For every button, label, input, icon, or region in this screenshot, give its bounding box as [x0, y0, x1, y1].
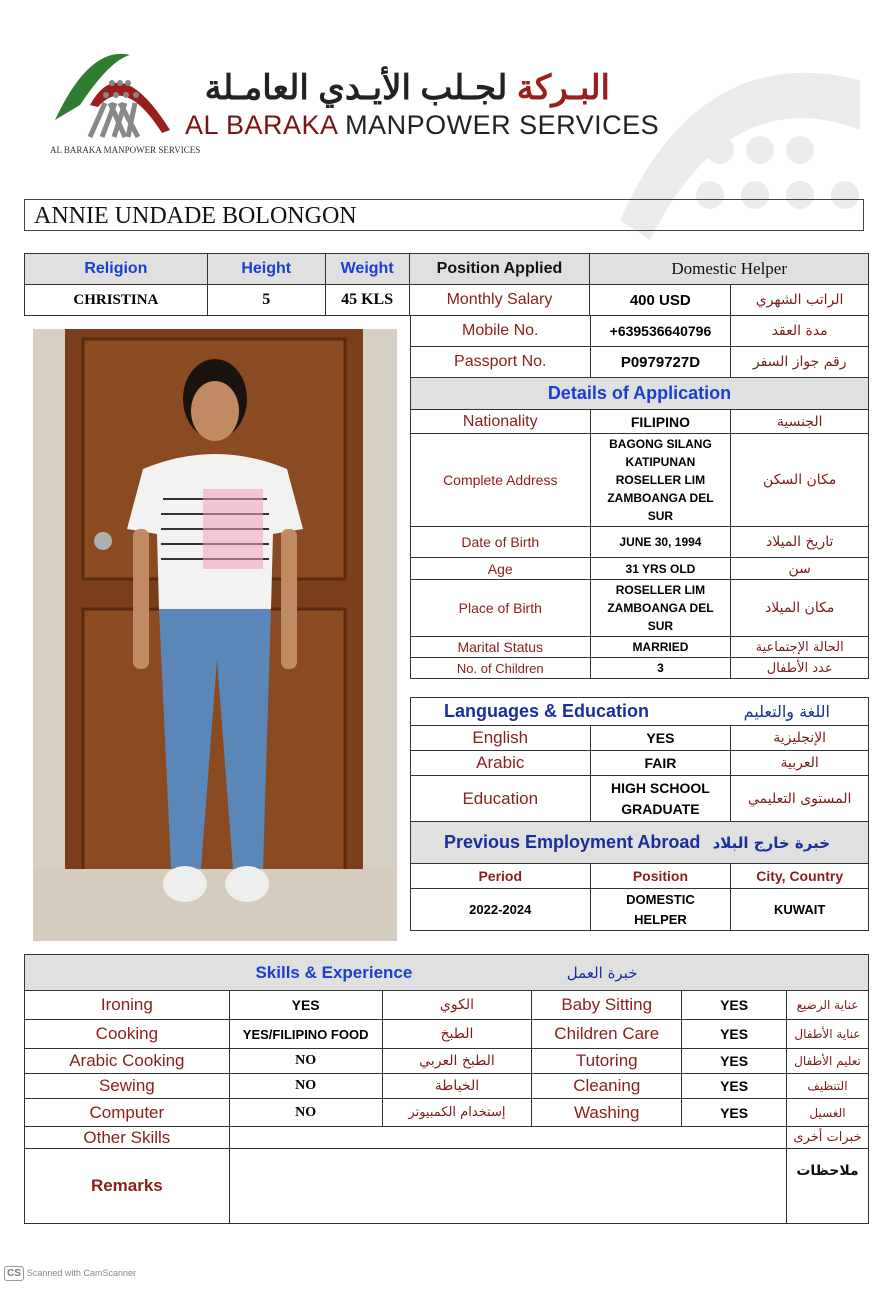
age-label: Age	[411, 558, 591, 580]
religion-value: CHRISTINA	[25, 285, 208, 316]
employment-title-ar: خبرة خارج البلاد	[712, 833, 830, 852]
languages-header	[411, 698, 869, 726]
height-label: Height	[207, 254, 325, 285]
skill-cooking-label: Cooking	[25, 1020, 230, 1049]
place-of-birth-ar: مكان الميلاد	[731, 580, 869, 637]
children-label: No. of Children	[411, 658, 591, 679]
skill-cooking-value: YES/FILIPINO FOOD	[229, 1020, 382, 1049]
skill-babysitting-ar: عناية الرضيع	[786, 991, 868, 1020]
company-name-english-part1: AL BARAKA	[185, 110, 338, 140]
mobile-value: +639536640796	[590, 316, 731, 347]
other-skills-label: Other Skills	[25, 1127, 230, 1149]
top-info-table	[24, 253, 869, 316]
skills-header	[25, 955, 869, 991]
skill-ironing-label: Ironing	[25, 991, 230, 1020]
skill-sewing-label: Sewing	[25, 1074, 230, 1099]
dob-label: Date of Birth	[411, 527, 591, 558]
company-name-english-part2: MANPOWER SERVICES	[345, 110, 660, 140]
position-header: Position	[590, 864, 731, 889]
employment-row	[411, 889, 869, 931]
skill-tutoring-label: Tutoring	[532, 1049, 682, 1074]
children-ar: عدد الأطفال	[731, 658, 869, 679]
religion-label: Religion	[25, 254, 208, 285]
education-ar: المستوى التعليمي	[731, 776, 869, 822]
company-name-arabic-part2: لجـلب الأيـدي العامـلة	[204, 69, 508, 107]
remarks-ar: ملاحظات	[786, 1149, 868, 1224]
skills-row	[25, 991, 869, 1020]
company-name-arabic-part1: البـركة	[516, 69, 610, 107]
passport-value: P0979727D	[590, 347, 731, 378]
remarks-value	[229, 1149, 786, 1224]
details-table	[410, 315, 869, 679]
skill-childrencare-ar: عناية الأطفال	[786, 1020, 868, 1049]
skill-cooking-ar: الطبخ	[382, 1020, 532, 1049]
skill-washing-ar: الغسيل	[786, 1099, 868, 1127]
age-value: 31 YRS OLD	[590, 558, 731, 580]
position-applied-value: Domestic Helper	[590, 254, 869, 285]
education-label: Education	[411, 776, 591, 822]
place-of-birth-value: ROSELLER LIM ZAMBOANGA DEL SUR	[590, 580, 731, 637]
skill-ironing-ar: الكوي	[382, 991, 532, 1020]
monthly-salary-value: 400 USD	[590, 285, 731, 316]
camscanner-icon: CS	[4, 1266, 24, 1281]
monthly-salary-ar: الراتب الشهري	[731, 285, 869, 316]
skills-row	[25, 1099, 869, 1127]
arabic-value: FAIR	[590, 751, 731, 776]
skill-sewing-ar: الخياطة	[382, 1074, 532, 1099]
employment-country: KUWAIT	[731, 889, 869, 931]
skill-childrencare-value: YES	[682, 1020, 787, 1049]
languages-title-ar: اللغة والتعليم	[743, 702, 830, 721]
skill-cleaning-value: YES	[682, 1074, 787, 1099]
skills-title-ar: خبرة العمل	[566, 963, 638, 982]
employment-header	[411, 822, 869, 864]
mobile-label: Mobile No.	[411, 316, 591, 347]
skill-childrencare-label: Children Care	[532, 1020, 682, 1049]
candidate-name: ANNIE UNDADE BOLONGON	[24, 199, 864, 231]
company-name-english	[185, 110, 659, 141]
children-value: 3	[590, 658, 731, 679]
address-label: Complete Address	[411, 434, 591, 527]
height-value: 5	[207, 285, 325, 316]
period-header: Period	[411, 864, 591, 889]
english-ar: الإنجليزية	[731, 726, 869, 751]
skills-row	[25, 1049, 869, 1074]
weight-value: 45 KLS	[325, 285, 409, 316]
skill-tutoring-ar: تعليم الأطفال	[786, 1049, 868, 1074]
dob-value: JUNE 30, 1994	[590, 527, 731, 558]
monthly-salary-label: Monthly Salary	[409, 285, 590, 316]
skill-babysitting-value: YES	[682, 991, 787, 1020]
arabic-ar: العربية	[731, 751, 869, 776]
skill-cleaning-label: Cleaning	[532, 1074, 682, 1099]
company-logo	[50, 45, 180, 145]
skill-arabiccooking-ar: الطبخ العربي	[382, 1049, 532, 1074]
other-skills-value	[229, 1127, 786, 1149]
dob-ar: تاريخ الميلاد	[731, 527, 869, 558]
skill-washing-label: Washing	[532, 1099, 682, 1127]
skill-computer-value: NO	[229, 1099, 382, 1127]
education-value: HIGH SCHOOL GRADUATE	[590, 776, 731, 822]
skills-table	[24, 954, 869, 1224]
nationality-label: Nationality	[411, 410, 591, 434]
arabic-label: Arabic	[411, 751, 591, 776]
country-header: City, Country	[731, 864, 869, 889]
passport-label: Passport No.	[411, 347, 591, 378]
employment-position: DOMESTIC HELPER	[590, 889, 731, 931]
other-skills-ar: خبرات أخرى	[786, 1127, 868, 1149]
nationality-value: FILIPINO	[590, 410, 731, 434]
mobile-ar: مدة العقد	[731, 316, 869, 347]
employment-period: 2022-2024	[411, 889, 591, 931]
passport-ar: رقم جواز السفر	[731, 347, 869, 378]
skills-title: Skills & Experience	[255, 962, 413, 982]
employment-title: Previous Employment Abroad	[444, 832, 701, 852]
address-value: BAGONG SILANG KATIPUNAN ROSELLER LIM ZAMBOANGA DEL SUR	[590, 434, 731, 527]
skill-babysitting-label: Baby Sitting	[532, 991, 682, 1020]
candidate-photo	[33, 329, 397, 941]
languages-table	[410, 697, 869, 931]
logo-caption: AL BARAKA MANPOWER SERVICES	[50, 145, 201, 155]
marital-status-ar: الحالة الإجتماعية	[731, 637, 869, 658]
skill-sewing-value: NO	[229, 1074, 382, 1099]
skill-computer-label: Computer	[25, 1099, 230, 1127]
details-title: Details of Application	[411, 378, 869, 410]
remarks-label: Remarks	[25, 1149, 230, 1224]
skill-computer-ar: إستخدام الكمبيوتر	[382, 1099, 532, 1127]
position-applied-label: Position Applied	[409, 254, 590, 285]
languages-title: Languages & Education	[444, 701, 650, 721]
skill-tutoring-value: YES	[682, 1049, 787, 1074]
weight-label: Weight	[325, 254, 409, 285]
skill-ironing-value: YES	[229, 991, 382, 1020]
skill-arabiccooking-value: NO	[229, 1049, 382, 1074]
skills-row	[25, 1020, 869, 1049]
nationality-ar: الجنسية	[731, 410, 869, 434]
company-name-arabic	[190, 68, 610, 108]
skill-cleaning-ar: التنظيف	[786, 1074, 868, 1099]
camscanner-text: Scanned with CamScanner	[26, 1268, 136, 1278]
age-ar: سن	[731, 558, 869, 580]
english-label: English	[411, 726, 591, 751]
marital-status-label: Marital Status	[411, 637, 591, 658]
skills-row	[25, 1074, 869, 1099]
skill-arabiccooking-label: Arabic Cooking	[25, 1049, 230, 1074]
place-of-birth-label: Place of Birth	[411, 580, 591, 637]
marital-status-value: MARRIED	[590, 637, 731, 658]
address-ar: مكان السكن	[731, 434, 869, 527]
english-value: YES	[590, 726, 731, 751]
camscanner-watermark	[4, 1266, 136, 1281]
skill-washing-value: YES	[682, 1099, 787, 1127]
